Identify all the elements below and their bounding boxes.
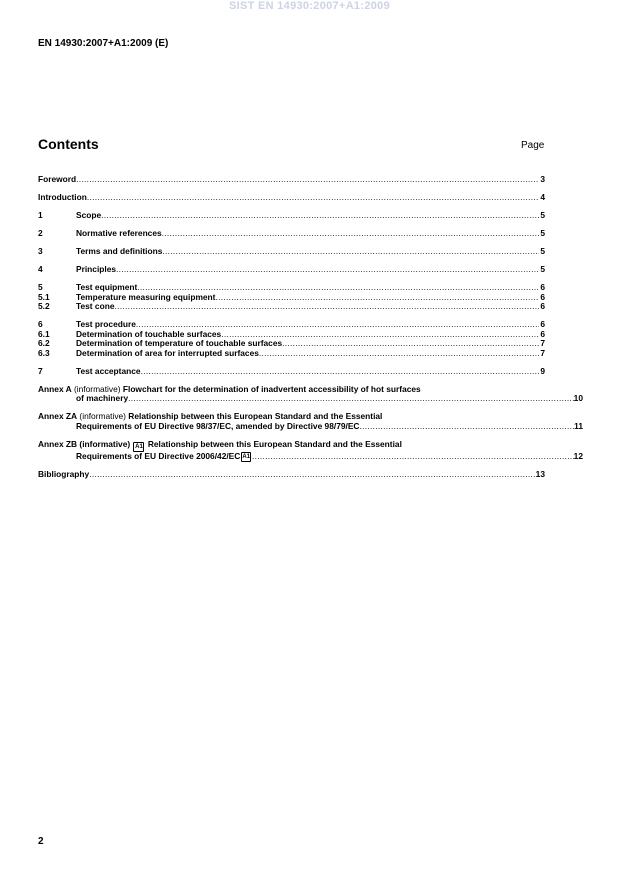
toc-entry-page: 6: [540, 291, 545, 302]
toc-entry-page: 4: [540, 191, 545, 202]
toc-entry-page: 10: [573, 393, 583, 404]
toc-entry-title: Principles: [76, 263, 117, 274]
annex-title-line2: Requirements of EU Directive 98/37/EC, amended by Directive 98/79/EC: [76, 421, 360, 431]
annex-type: (informative): [79, 411, 126, 422]
toc-entry-title: Foreword: [38, 174, 77, 184]
dot-leader: [89, 470, 535, 480]
amendment-start-marker-icon: A1: [135, 443, 143, 450]
toc-entry-terms-and-definitions[interactable]: [38, 247, 545, 257]
toc-entry-page: 7: [540, 347, 545, 358]
dot-leader: [282, 339, 539, 349]
toc-entry-bibliography[interactable]: [38, 470, 545, 480]
toc-entry-page: 6: [540, 301, 545, 312]
dot-leader: [76, 175, 539, 185]
toc-entry-page: 6: [540, 281, 545, 292]
toc-entry-page: 11: [574, 421, 583, 431]
toc-entry-number: 6.2: [38, 338, 50, 349]
annex-type: (informative): [79, 438, 131, 449]
toc-entry-test-acceptance[interactable]: [38, 367, 545, 377]
toc-entry-number: 2: [38, 227, 43, 238]
dot-leader: [87, 193, 539, 203]
toc-entry-annex-zb[interactable]: [38, 438, 583, 462]
toc-entry-title: Test procedure: [76, 319, 136, 330]
dot-leader: [259, 349, 539, 359]
toc-entry-annex-za[interactable]: [38, 411, 583, 431]
toc-entry-title: Temperature measuring equipment: [76, 291, 216, 302]
toc-entry-annex-a[interactable]: [38, 383, 583, 404]
amendment-end-marker-icon: A1: [242, 453, 250, 460]
toc-entry-number: 7: [38, 365, 43, 376]
toc-entry-title: Determination of temperature of touchable surfaces: [76, 338, 283, 349]
page-column-label: Page: [521, 140, 545, 151]
page-number: 2: [38, 836, 44, 847]
toc-entry-page: 5: [540, 227, 545, 238]
toc-entry-number: 5.2: [38, 301, 50, 312]
toc-entry-title: Determination of touchable surfaces: [76, 328, 222, 339]
table-of-contents: [38, 174, 583, 480]
toc-entry-number: 6: [38, 319, 43, 330]
toc-entry-area-for-interrupted-surfaces[interactable]: [38, 349, 545, 359]
toc-entry-title: Determination of area for interrupted surfaces: [76, 347, 259, 358]
annex-title-line2: Requirements of EU Directive 2006/42/EC: [76, 451, 241, 462]
toc-entry-page: 6: [540, 328, 545, 339]
toc-entry-title: Introduction: [38, 191, 87, 202]
dot-leader: [101, 211, 539, 221]
dot-leader: [128, 394, 574, 404]
dot-leader: [116, 265, 539, 275]
toc-entry-page: 7: [540, 338, 545, 349]
toc-entry-page: 3: [540, 174, 545, 184]
toc-entry-title: Scope: [76, 209, 102, 220]
annex-label: Annex ZB: [38, 438, 78, 449]
dot-leader: [162, 247, 539, 257]
toc-entry-page: 5: [540, 245, 545, 256]
toc-entry-number: 3: [38, 245, 43, 256]
toc-entry-page: 5: [540, 263, 545, 274]
document-id: EN 14930:2007+A1:2009 (E): [38, 38, 169, 49]
toc-entry-title: Normative references: [76, 227, 162, 238]
toc-entry-number: 6.3: [38, 347, 50, 358]
dot-leader: [141, 367, 539, 377]
annex-label: Annex A: [38, 383, 72, 394]
toc-entry-test-cone[interactable]: [38, 302, 545, 312]
toc-entry-page: 5: [540, 209, 545, 220]
toc-entry-number: 5.1: [38, 291, 50, 302]
toc-entry-title: Test acceptance: [76, 365, 141, 376]
annex-type: (informative): [74, 383, 121, 394]
dot-leader: [252, 452, 574, 462]
toc-entry-number: 6.1: [38, 328, 50, 339]
toc-entry-title: Terms and definitions: [76, 245, 163, 256]
toc-entry-number: 5: [38, 281, 43, 292]
toc-entry-principles[interactable]: [38, 265, 545, 275]
toc-entry-normative-references[interactable]: [38, 229, 545, 239]
annex-label: Annex ZA: [38, 411, 78, 422]
dot-leader: [162, 229, 539, 239]
dot-leader: [114, 302, 539, 312]
toc-entry-page: 12: [573, 451, 583, 462]
dot-leader: [215, 293, 539, 303]
dot-leader: [359, 422, 574, 432]
toc-entry-title: Bibliography: [38, 469, 90, 480]
toc-entry-title: Test equipment: [76, 281, 138, 292]
annex-title-line2: of machinery: [76, 393, 129, 404]
annex-title-line1: Flowchart for the determination of inadvertent accessibility of hot surfaces: [122, 383, 421, 394]
toc-entry-number: 1: [38, 209, 43, 220]
toc-entry-introduction[interactable]: [38, 193, 545, 203]
toc-entry-foreword[interactable]: [38, 175, 545, 185]
annex-title-line1: Relationship between this European Standard and the Essential: [147, 438, 402, 449]
toc-entry-page: 6: [540, 319, 545, 330]
toc-entry-title: Test cone: [76, 301, 115, 312]
toc-entry-page: 13: [535, 469, 545, 480]
annex-title-line1: Relationship between this European Standard and the Essential: [128, 411, 383, 422]
toc-entry-scope[interactable]: [38, 211, 545, 221]
toc-entry-page: 9: [540, 365, 545, 376]
watermark: SIST EN 14930:2007+A1:2009: [229, 0, 390, 12]
toc-entry-number: 4: [38, 263, 43, 274]
contents-title: Contents: [38, 136, 99, 152]
toc-entry-temperature-measuring-equipment[interactable]: [38, 293, 545, 303]
